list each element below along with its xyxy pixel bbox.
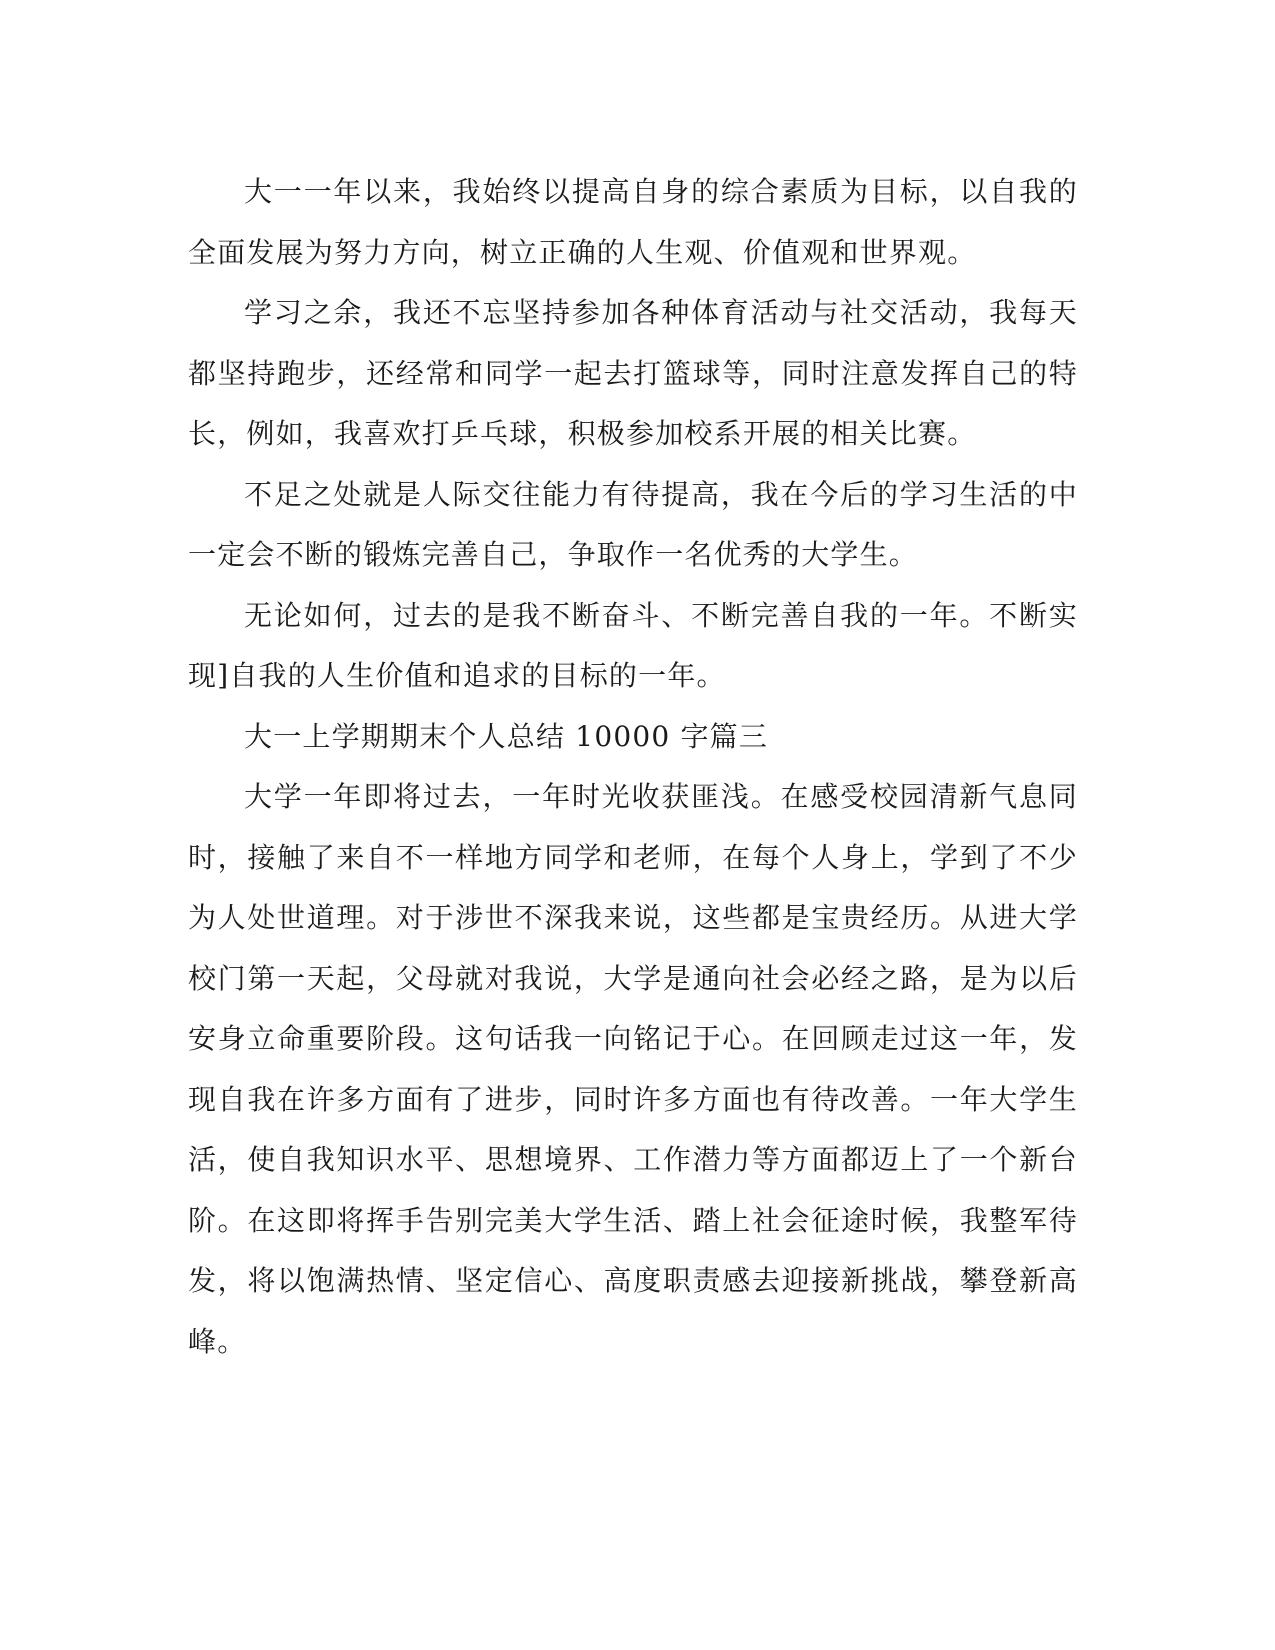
document-body bbox=[188, 162, 1078, 1372]
paragraph-shortcomings: 不足之处就是人际交往能力有待提高，我在今后的学习生活的中一定会不断的锻炼完善自己，争取作一名优秀的大学生。 bbox=[188, 477, 1078, 571]
section-heading: 大一上学期期末个人总结 10000 字篇三 bbox=[244, 719, 769, 753]
paragraph-goals: 大一一年以来，我始终以提高自身的综合素质为目标，以自我的全面发展为努力方向，树立正确的人生观、价值观和世界观。 bbox=[188, 175, 1078, 269]
paragraph-activities: 学习之余，我还不忘坚持参加各种体育活动与社交活动，我每天都坚持跑步，还经常和同学一起去打篮球等，同时注意发挥自己的特长，例如，我喜欢打乒乓球，积极参加校系开展的相关比赛。 bbox=[188, 296, 1078, 450]
paragraph-conclusion: 无论如何，过去的是我不断奋斗、不断完善自我的一年。不断实现]自我的人生价值和追求的目标的一年。 bbox=[188, 598, 1078, 692]
paragraph-reflection: 大学一年即将过去，一年时光收获匪浅。在感受校园清新气息同时，接触了来自不一样地方同学和老师，在每个人身上，学到了不少为人处世道理。对于涉世不深我来说，这些都是宝贵经历。从进大学校门第一天起，父母就对我说，大学是通向社会必经之路，是为以后安身立命重要阶段。这句话我一向铭记于心。在回顾走过这一年，发现自我在许多方面有了进步，同时许多方面也有待改善。一年大学生活，使自我知识水平、思想境界、工作潜力等方面都迈上了一个新台阶。在这即将挥手告别完美大学生活、踏上社会征途时候，我整军待发，将以饱满热情、坚定信心、高度职责感去迎接新挑战，攀登新高峰。 bbox=[188, 780, 1078, 1358]
